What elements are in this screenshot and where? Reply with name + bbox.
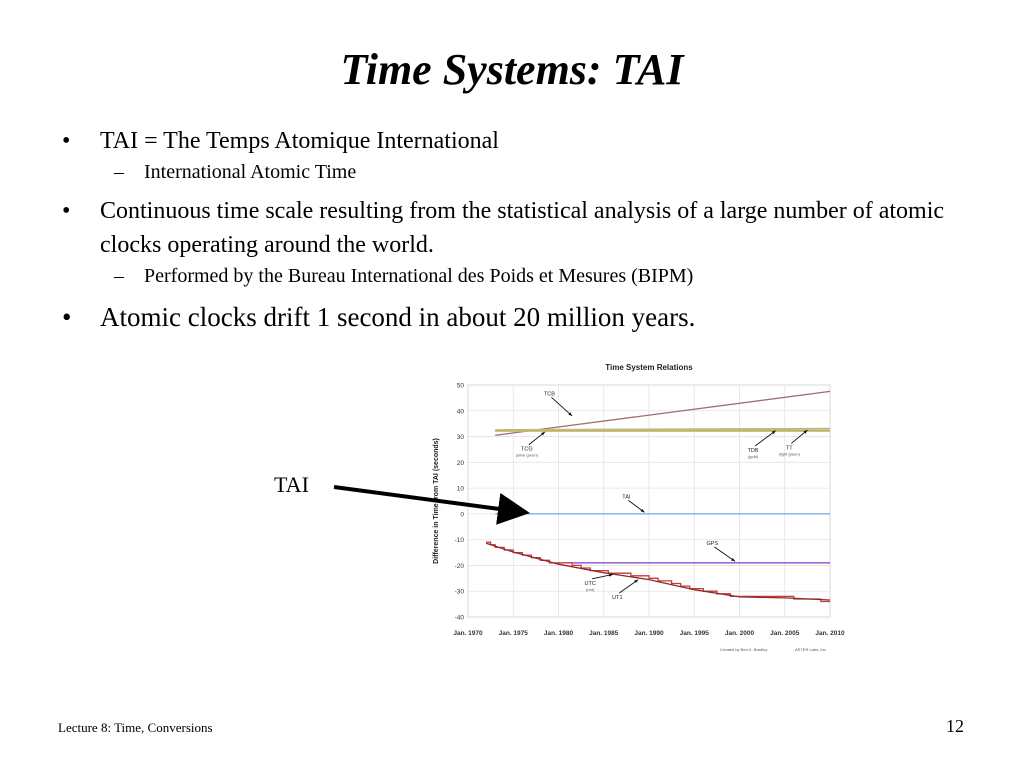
bullet-1-text: TAI = The Temps Atomique International: [100, 128, 499, 154]
y-tick-label: -10: [454, 537, 464, 545]
y-tick-label: 30: [456, 434, 464, 442]
bullet-2-text: Continuous time scale resulting from the statistical analysis of a large number of atomic clocks operating around the world.: [100, 198, 945, 258]
sub-bullet-2-text: Performed by the Bureau International des Poids et Mesures (BIPM): [144, 265, 694, 287]
footer-lecture-title: Lecture 8: Time, Conversions: [58, 720, 213, 735]
x-tick-label: Jan. 2005: [770, 630, 800, 637]
x-tick-label: Jan. 2000: [724, 630, 755, 637]
y-tick-label: 20: [456, 459, 464, 467]
bullet-marker: •: [62, 302, 72, 332]
annotation-label: GPS: [706, 540, 719, 547]
bullet-marker: •: [62, 198, 71, 224]
annotation-sublabel: (red): [585, 586, 595, 592]
sub-bullet-1-text: International Atomic Time: [144, 161, 357, 183]
chart-credit-author: Created by Ben K. Bradley: [720, 647, 768, 652]
y-tick-label: 50: [456, 382, 464, 390]
chart-credit-company: ASTER Labs, Inc.: [795, 647, 827, 652]
slide-title: Time Systems: TAI: [340, 45, 684, 94]
x-tick-label: Jan. 2010: [815, 630, 845, 637]
x-tick-label: Jan. 1980: [543, 630, 574, 637]
tai-callout-label: TAI: [274, 472, 309, 497]
x-tick-label: Jan. 1970: [453, 630, 483, 637]
annotation-sublabel: (light green): [778, 451, 800, 457]
x-tick-label: Jan. 1995: [679, 630, 709, 637]
annotation-label: TDB: [747, 448, 759, 455]
sub-bullet-marker: –: [114, 161, 124, 183]
y-tick-label: 10: [456, 485, 464, 493]
annotation-label: TAI: [622, 494, 631, 501]
page-number: 12: [946, 716, 964, 736]
x-tick-label: Jan. 1985: [589, 630, 619, 637]
y-tick-label: -40: [454, 614, 464, 622]
bullet-3-text: Atomic clocks drift 1 second in about 20 million years.: [100, 302, 696, 332]
x-tick-label: Jan. 1990: [634, 630, 664, 637]
annotation-sublabel: (olive green): [515, 452, 538, 458]
annotation-label: TCG: [521, 446, 533, 453]
y-tick-label: 40: [456, 408, 464, 416]
chart-title: Time System Relations: [605, 363, 693, 372]
annotation-sublabel: (gold): [747, 454, 759, 460]
y-tick-label: -30: [454, 588, 464, 596]
y-tick-label: 0: [460, 511, 464, 519]
bullet-marker: •: [62, 128, 71, 154]
annotation-label: UTC: [584, 580, 596, 587]
annotation-label: UT1: [612, 594, 623, 601]
y-tick-label: -20: [454, 562, 464, 570]
annotation-label: TCB: [543, 391, 555, 398]
x-tick-label: Jan. 1975: [498, 630, 528, 637]
annotation-label: TT: [785, 445, 793, 452]
sub-bullet-marker: –: [114, 265, 124, 287]
